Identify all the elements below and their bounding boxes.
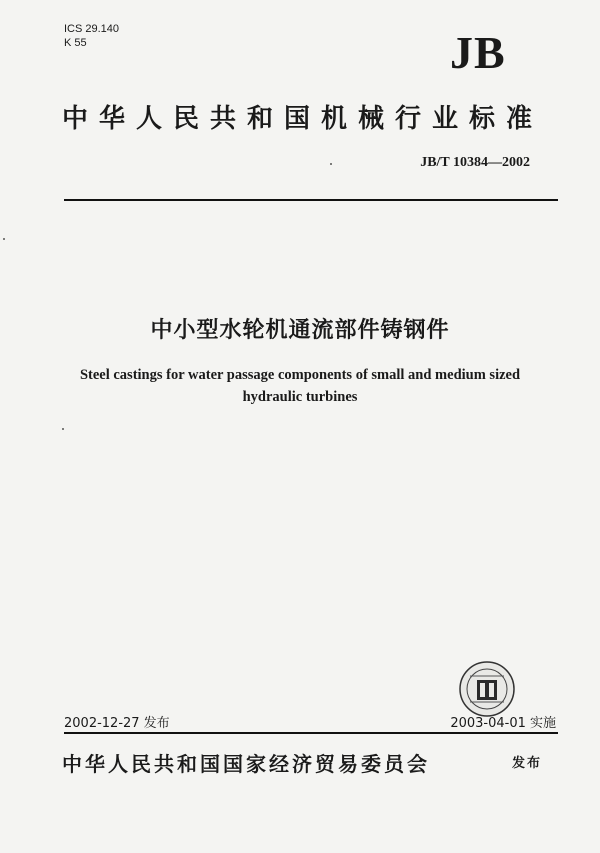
publisher-seal-icon [458,660,516,718]
bottom-divider [64,732,558,734]
standard-name: 中华人民共和国机械行业标准 [62,104,544,134]
title-english-line2: hydraulic turbines [242,389,358,405]
classification-block [64,22,119,50]
publisher-suffix: 发布 [512,756,543,771]
title-english-line1: Steel castings for water passage components of small and medium sized [79,367,521,383]
title-english [0,364,600,408]
issue-date: 2002-12-27 发布 [64,716,170,731]
scan-speck [3,238,5,240]
category-code: K 55 [64,37,87,49]
scan-speck [330,163,332,165]
top-divider [64,199,558,201]
implementation-date: 2003-04-01 实施 [450,716,556,731]
title-chinese: 中小型水轮机通流部件铸钢件 [150,318,450,343]
scan-speck [62,428,64,430]
jb-mark: JB [450,27,506,78]
ics-code: ICS 29.140 [64,23,120,35]
publisher-name: 中华人民共和国国家经济贸易委员会 [62,752,430,776]
standard-code: JB/T 10384—2002 [420,155,530,170]
